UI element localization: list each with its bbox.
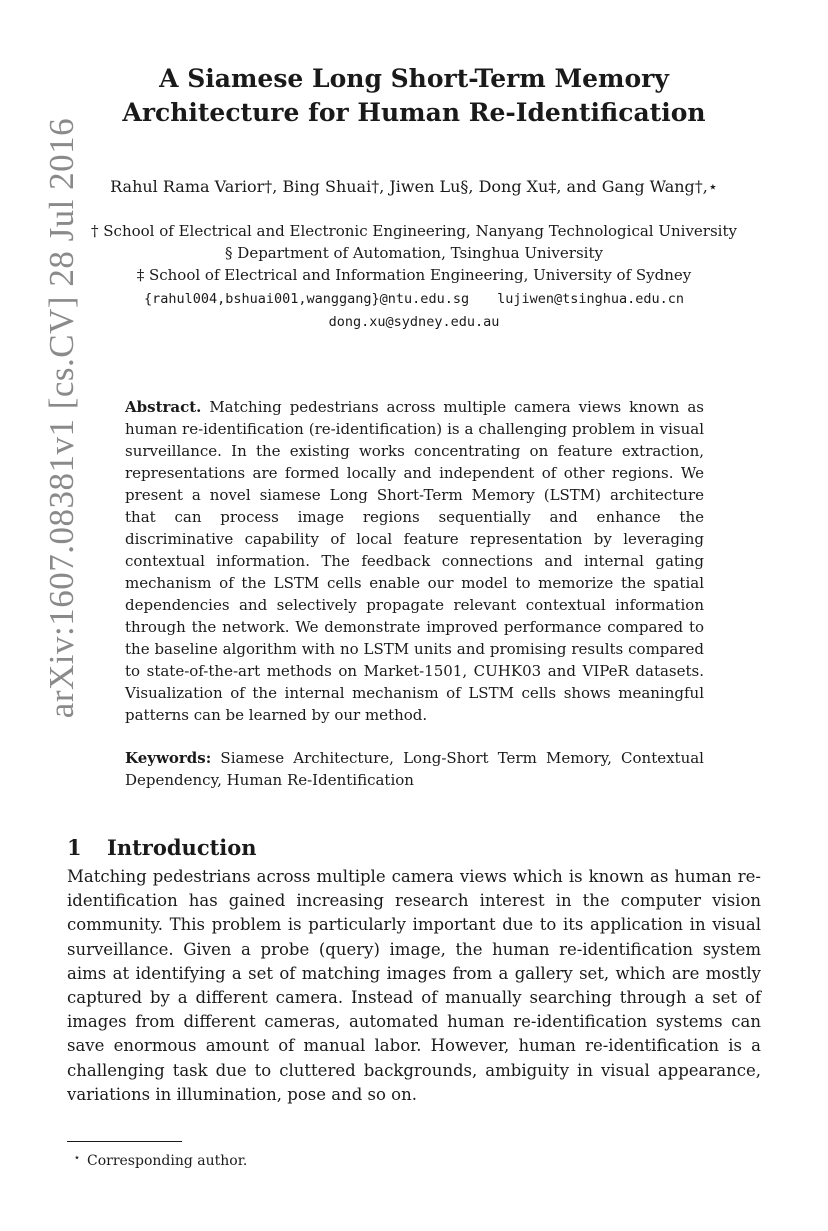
footnote <box>67 1148 567 1171</box>
abstract-label: Abstract. <box>125 398 202 416</box>
email-ntu[interactable]: {rahul004,bshuai001,wanggang}@ntu.edu.sg <box>143 291 470 307</box>
abstract <box>125 396 704 726</box>
title-line-2: Architecture for Human Re-Identification <box>122 98 706 127</box>
keywords-label: Keywords: <box>125 749 212 767</box>
email-block <box>40 287 788 333</box>
affiliation-sydney: ‡ School of Electrical and Information Engineering, University of Sydney <box>136 266 692 284</box>
abstract-text: Matching pedestrians across multiple camera views known as human re-identification (re-identification) is a challenging problem in visual surveillance. In the existing works concentrating on feature extraction, representations are formed locally and independent of other regions. We present a novel siamese Long Short-Term Memory (LSTM) architecture that can process image regions sequentially and enhance the discriminative capability of local feature representation by leveraging contextual information. The feedback connections and internal gating mechanism of the LSTM cells enable our model to memorize the spatial dependencies and selectively propagate relevant contextual information through the network. We demonstrate improved performance compared to the baseline algorithm with no LSTM units and promising results compared to state-of-the-art methods on Market-1501, CUHK03 and VIPeR datasets. Visualization of the internal mechanism of LSTM cells shows meaningful patterns can be learned by our method. <box>125 398 704 724</box>
email-sydney[interactable]: dong.xu@sydney.edu.au <box>328 314 500 330</box>
author-list: Rahul Rama Varior†, Bing Shuai†, Jiwen Lu§, Dong Xu‡, and Gang Wang†,⋆ <box>110 177 718 196</box>
keywords-text: Siamese Architecture, Long-Short Term Memory, Contextual Dependency, Human Re-Identification <box>125 749 704 789</box>
title-line-1: A Siamese Long Short-Term Memory <box>159 64 669 93</box>
email-tsinghua[interactable]: lujiwen@tsinghua.edu.cn <box>497 291 685 307</box>
section-title-text: Introduction <box>107 835 257 860</box>
section-heading <box>67 834 567 862</box>
keywords <box>125 747 704 791</box>
section-number: 1 <box>67 835 82 860</box>
intro-paragraph: Matching pedestrians across multiple camera views which is known as human re-identification has gained increasing research interest in the computer vision community. This problem is particularly important due to its application in visual surveillance. Given a probe (query) image, the human re-identification system aims at identifying a set of matching images from a gallery set, which are mostly captured by a different camera. Instead of manually searching through a set of images from different cameras, automated human re-identification systems can save enormous amount of manual labor. However, human re-identification is a challenging task due to cluttered backgrounds, ambiguity in visual appearance, variations in illumination, pose and so on. <box>67 867 761 1104</box>
affiliation-ntu: † School of Electrical and Electronic Engineering, Nanyang Technological University <box>91 222 737 240</box>
arxiv-side-identifier: arXiv:1607.08381v1 [cs.CV] 28 Jul 2016 <box>42 117 81 719</box>
affiliation-tsinghua: § Department of Automation, Tsinghua University <box>225 244 603 262</box>
footnote-divider <box>67 1141 182 1142</box>
footnote-marker: ⋆ <box>73 1151 81 1164</box>
paper-title <box>80 62 748 130</box>
footnote-text: Corresponding author. <box>87 1153 248 1169</box>
